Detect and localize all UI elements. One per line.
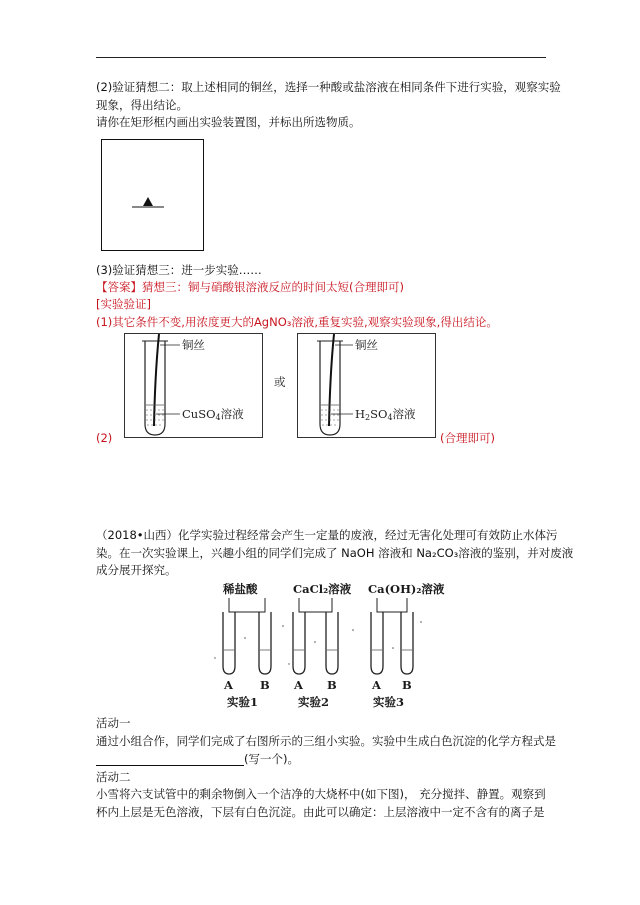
exp2-label-b: B bbox=[327, 678, 337, 692]
figure-h2so4 bbox=[297, 333, 436, 438]
exp1-reagent: 稀盐酸 bbox=[223, 582, 258, 596]
activity2-title: 活动二 bbox=[96, 770, 131, 784]
exp2-label-a: A bbox=[294, 678, 303, 692]
q2-line1: （2018•山西）化学实验过程经常会产生一定量的废液，经过无害化处理可有效防止水体污 bbox=[96, 528, 558, 542]
exp2-caption: 实验2 bbox=[298, 695, 330, 709]
figure-cuso4 bbox=[124, 333, 263, 438]
activity2-line2: 杯内上层是无色溶液，下层有白色沉淀。由此可以确定：上层溶液中一定不含有的离子是 bbox=[96, 805, 545, 819]
solution-label-1: CuSO$_4$溶液 bbox=[182, 407, 244, 422]
exp1-caption: 实验1 bbox=[227, 695, 259, 709]
answer-suffix: (合理即可) bbox=[440, 431, 495, 445]
activity2-line1: 小雪将六支试管中的剩余物倒入一个洁净的大烧杯中(如下图)， 充分搅拌、静置。观察到 bbox=[96, 787, 546, 801]
verify-label: [实验验证] bbox=[96, 297, 151, 311]
solution-label-2: $H_2SO_4$溶液 bbox=[355, 407, 416, 422]
q1-line4: (3)验证猜想三：进一步实验…… bbox=[96, 263, 262, 277]
answer-blank[interactable] bbox=[96, 752, 244, 766]
answer-guess3: 猜想三：铜与硝酸银溶液反应的时间太短(合理即可) bbox=[142, 280, 404, 294]
q1-line2: 现象，得出结论。 bbox=[96, 98, 188, 112]
q1-line3: 请你在矩形框内画出实验装置图，并标出所选物质。 bbox=[96, 115, 361, 129]
header-rule bbox=[96, 57, 546, 58]
exp1-label-a: A bbox=[224, 678, 233, 692]
wire-label-1: 铜丝 bbox=[182, 338, 205, 352]
q2-line2: 染。在一次实验课上，兴趣小组的同学们完成了 NaOH 溶液和 Na₂CO₃溶液的鉴别，并对废液 bbox=[96, 546, 574, 560]
exp1-label-b: B bbox=[260, 678, 270, 692]
q1-line1: (2)验证猜想二：取上述相同的铜丝，选择一种酸或盐溶液在相同条件下进行实验，观察实验 bbox=[96, 80, 561, 94]
wire-label-2: 铜丝 bbox=[355, 338, 378, 352]
exp3-label-b: B bbox=[402, 678, 412, 692]
tubes-drawing bbox=[205, 578, 430, 710]
answer-line bbox=[96, 279, 404, 296]
experiments-figure bbox=[205, 578, 445, 710]
q2-line3: 成分展开探究。 bbox=[96, 563, 177, 577]
activity1-title: 活动一 bbox=[96, 716, 131, 730]
box-marker bbox=[102, 140, 205, 252]
answer-item2-prefix: (2) bbox=[96, 431, 113, 445]
exp3-caption: 实验3 bbox=[373, 695, 405, 709]
activity1-line2: (写一个)。 bbox=[96, 751, 299, 768]
answer-tag: 【答案】 bbox=[96, 280, 142, 294]
or-text: 或 bbox=[274, 375, 286, 389]
drawing-box bbox=[101, 139, 204, 251]
answer-item1: (1)其它条件不变,用浓度更大的AgNO₃溶液,重复实验,观察实验现象,得出结论。 bbox=[96, 315, 498, 329]
activity1-line1: 通过小组合作，同学们完成了右图所示的三组小实验。实验中生成白色沉淀的化学方程式是 bbox=[96, 734, 556, 748]
marker-triangle bbox=[143, 197, 153, 206]
exp3-label-a: A bbox=[372, 678, 381, 692]
exp2-reagent: CaCl₂溶液 bbox=[293, 582, 352, 596]
exp3-reagent: Ca(OH)₂溶液 bbox=[368, 582, 445, 596]
